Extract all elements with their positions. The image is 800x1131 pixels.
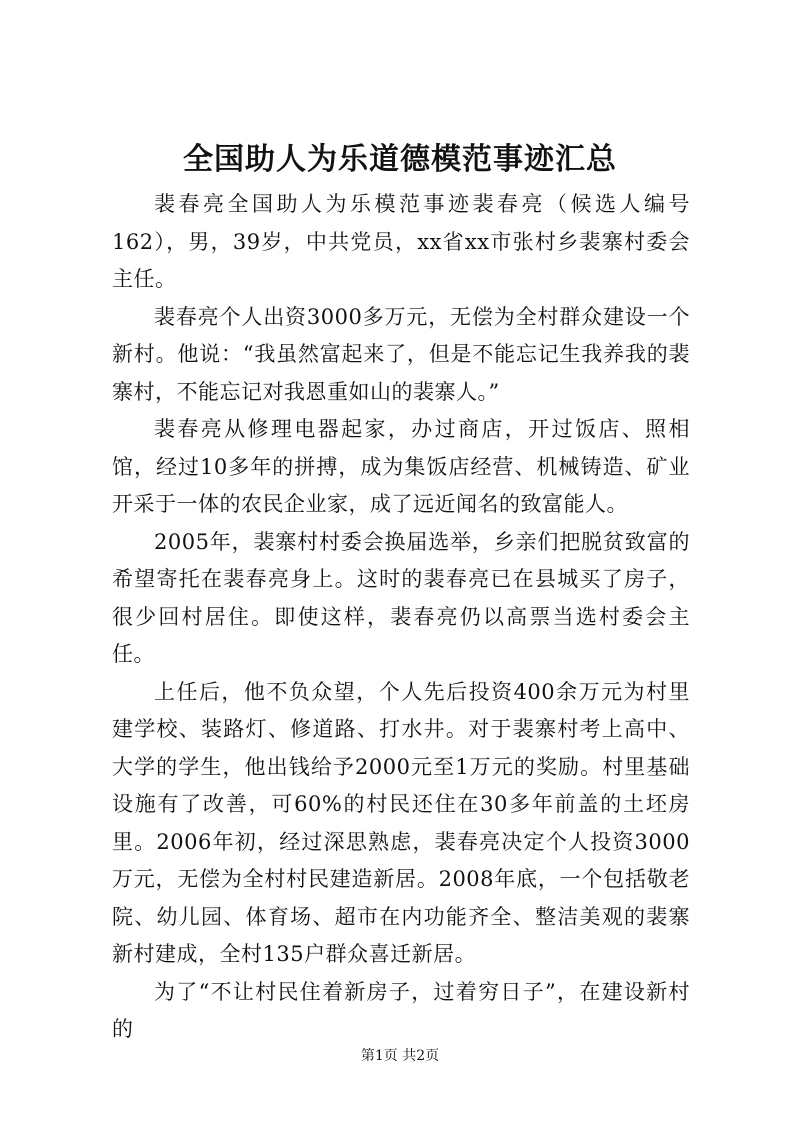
document-body — [112, 186, 690, 1049]
paragraph: 为了“不让村民住着新房子，过着穷日子”，在建设新村的 — [112, 979, 690, 1041]
paragraph: 裴春亮全国助人为乐模范事迹裴春亮（候选人编号162），男，39岁，中共党员，xx省xx市张村乡裴寨村委会主任。 — [112, 192, 690, 291]
paragraph: 2005年，裴寨村村委会换届选举，乡亲们把脱贫致富的希望寄托在裴春亮身上。这时的裴春亮已在县城买了房子，很少回村居住。即使这样，裴春亮仍以高票当选村委会主任。 — [112, 529, 690, 666]
document-title: 全国助人为乐道德模范事迹汇总 — [183, 142, 617, 177]
paragraph: 裴春亮从修理电器起家，办过商店，开过饭店、照相馆，经过10多年的拼搏，成为集饭店经营、机械铸造、矿业开采于一体的农民企业家，成了远近闻名的致富能人。 — [112, 417, 690, 516]
paragraph: 裴春亮个人出资3000多万元，无偿为全村群众建设一个新村。他说：“我虽然富起来了，但是不能忘记生我养我的裴寨村，不能忘记对我恩重如山的裴寨人。” — [112, 304, 690, 404]
page-number-footer: 第1页 共2页 — [360, 1048, 440, 1064]
paragraph: 上任后，他不负众望，个人先后投资400余万元为村里建学校、装路灯、修道路、打水井。对于裴寨村考上高中、大学的学生，他出钱给予2000元至1万元的奖励。村里基础设施有了改善，可60%的村民还住在30多年前盖的土坯房里。2006年初，经过深思熟虑，裴春亮决定个人投资3000万元，无偿为全村村民建造新居。2008年底，一个包括敬老院、幼儿园、体育场、超市在内功能齐全、整洁美观的裴寨新村建成，全村135户群众喜迁新居。 — [112, 679, 690, 966]
